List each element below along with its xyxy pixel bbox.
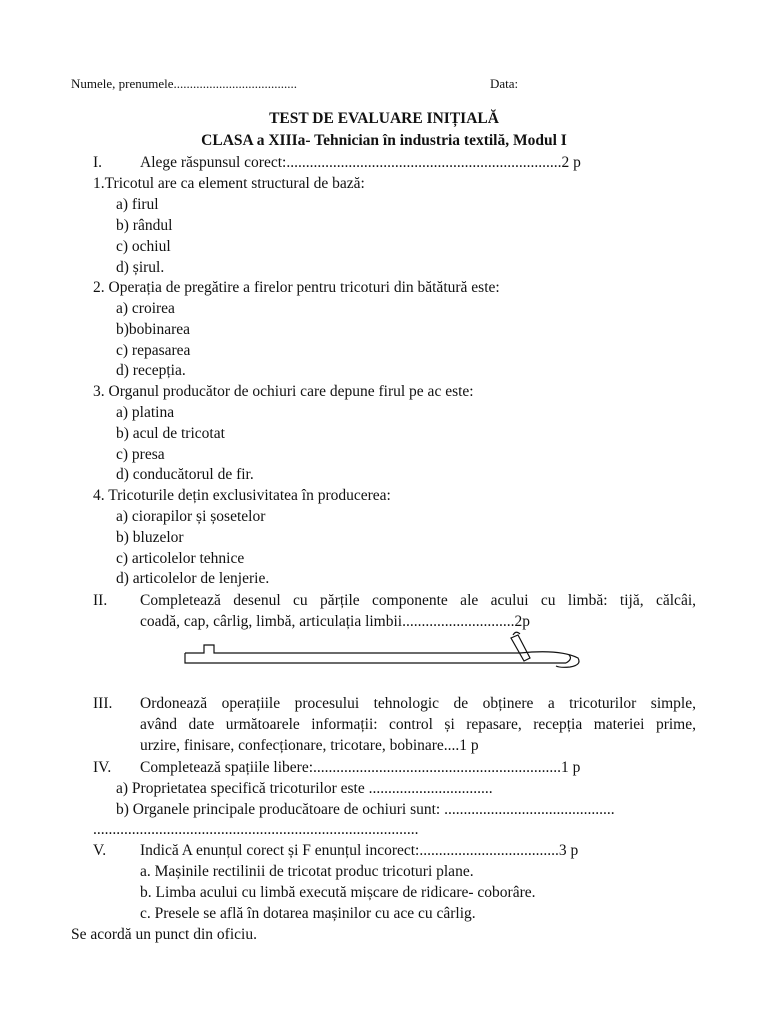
footer-note: Se acordă un punct din oficiu. [71, 926, 257, 943]
section-1-number: I. [93, 154, 103, 171]
q2-option-a: a) croirea [116, 300, 175, 317]
q3-option-a: a) platina [116, 404, 175, 421]
q4-option-d: d) articolelor de lenjerie. [116, 570, 270, 587]
section-1-instruction: Alege răspunsul corect:.......................................................................2 p [140, 154, 581, 171]
q2-option-b: b)bobinarea [116, 321, 191, 338]
class-label: CLASA a XIIIa- [201, 132, 311, 149]
section-4-item-a: a) Proprietatea specifică tricoturilor este ................................ [116, 780, 493, 797]
question-3: 3. Organul producător de ochiuri care depune firul pe ac este: [93, 383, 474, 400]
q4-option-a: a) ciorapilor și șosetelor [116, 508, 266, 525]
q3-option-d: d) conducătorul de fir. [116, 466, 254, 483]
question-4: 4. Tricoturile dețin exclusivitatea în producerea: [93, 487, 391, 504]
question-1: 1.Tricotul are ca element structural de bază: [93, 175, 365, 192]
section-4-dotted-line: .................................................................................... [93, 821, 419, 838]
section-2-text-line-2: coadă, cap, cârlig, limbă, articulația limbii.............................2p [140, 613, 530, 630]
section-3-number: III. [93, 695, 113, 712]
q3-option-c: c) presa [116, 446, 165, 463]
section-3-text-line-3: urzire, finisare, confecționare, tricotare, bobinare....1 p [140, 737, 479, 754]
section-4-item-b: b) Organele principale producătoare de ochiuri sunt: ............................................ [116, 801, 615, 818]
statement-c: c. Presele se află în dotarea mașinilor cu ace cu cârlig. [140, 905, 476, 922]
section-5-number: V. [93, 842, 107, 859]
test-title: TEST DE EVALUARE INIȚIALĂ [269, 110, 499, 127]
q1-option-a: a) firul [116, 196, 159, 213]
q2-option-c: c) repasarea [116, 342, 191, 359]
name-field-label: Numele, prenumele...................................... [71, 76, 298, 91]
section-4-number: IV. [93, 759, 112, 776]
statement-a: a. Mașinile rectilinii de tricotat produc tricoturi plane. [140, 863, 474, 880]
q4-option-c: c) articolelor tehnice [116, 550, 245, 567]
q3-option-b: b) acul de tricotat [116, 425, 225, 442]
q2-option-d: d) recepția. [116, 362, 186, 379]
section-5-instruction: Indică A enunțul corect și F enunțul incorect:....................................3 p [140, 842, 579, 859]
q1-option-b: b) rândul [116, 217, 173, 234]
section-2-text-line-1: Completează desenul cu părțile componente ale acului cu limbă: tijă, călcâi, [140, 592, 696, 609]
q1-option-d: d) șirul. [116, 259, 165, 276]
question-2: 2. Operația de pregătire a firelor pentru tricoturi din bătătură este: [93, 279, 500, 296]
section-3-text-line-1: Ordonează operațiile procesului tehnologic de obținere a tricoturilor simple, [140, 695, 696, 712]
statement-b: b. Limba acului cu limbă execută mișcare de ridicare- coborâre. [140, 884, 536, 901]
q1-option-c: c) ochiul [116, 238, 171, 255]
section-4-instruction: Completează spațiile libere:................................................................1 p [140, 759, 581, 776]
section-2-number: II. [93, 592, 108, 609]
q4-option-b: b) bluzelor [116, 529, 184, 546]
date-field-label: Data: [490, 76, 519, 91]
latch-needle-drawing [180, 628, 586, 672]
specialization-label: Tehnician în industria textilă, Modul I [310, 132, 567, 149]
test-subtitle [0, 131, 768, 151]
section-3-text-line-2: având date următoarele informații: control și repasare, recepția materiei prime, [140, 716, 696, 733]
